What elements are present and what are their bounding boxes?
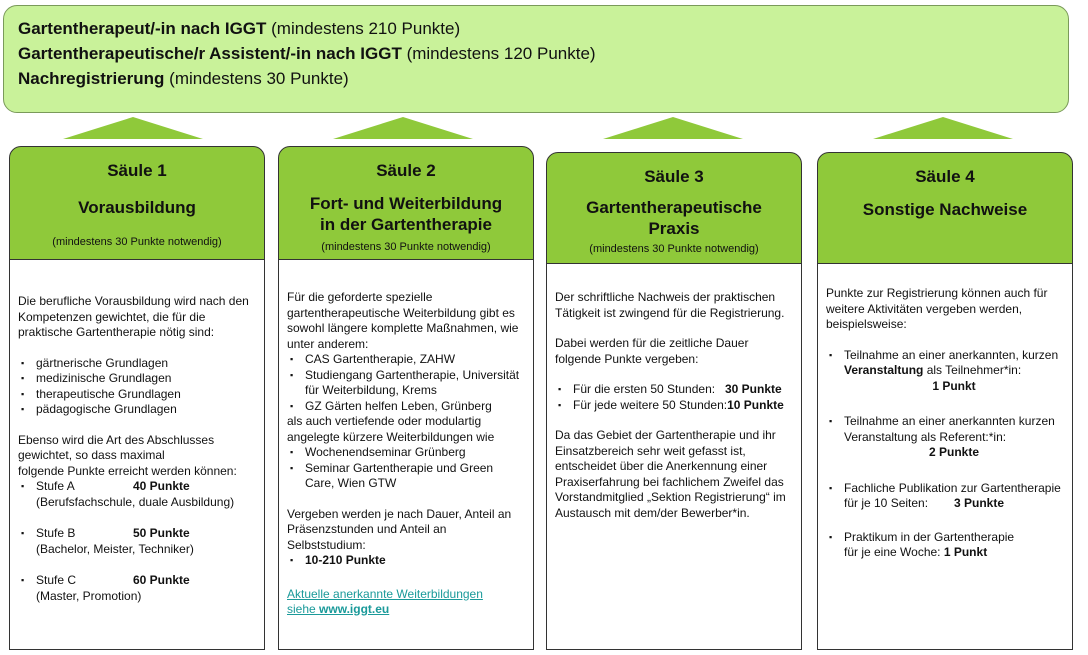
pillar-1-header [9, 146, 265, 260]
pillar-1-body: Die berufliche Vorausbildung wird nach den Kompetenzen gewichtet, die für die praktische Gartentherapie nötig sind: ▪ gärtnerische Grundlagen ▪ medizinische Grundlagen ▪ therapeutische Grundlagen ▪ pädagogische Grundlagen Ebenso wird die Art des Abschlusses gewichtet, so dass maximal folgende Punkte erreicht werden können: ▪ Stufe A 40 Punkte (Berufsfachschule, duale Ausbildung) ▪ Stufe B 50 Punkte (Bachelor, Meister, Techniker) ▪ Stufe C 60 Punkte (Master, Promotion) [9, 260, 265, 650]
arrow-up-icon [873, 117, 1013, 139]
arrow-up-icon [603, 117, 743, 139]
arrow-up-icon [63, 117, 203, 139]
registration-levels-box [3, 5, 1069, 113]
pillar-subtitle: (mindestens 30 Punkte notwendig) [321, 241, 491, 253]
pillar-number: Säule 1 [107, 161, 167, 180]
pillar-2 [278, 146, 534, 650]
weiterbildungen-link[interactable]: Aktuelle anerkannte Weiterbildungen siehe www.iggt.eu [287, 586, 483, 616]
seminars-list: ▪ Wochenendseminar Grünberg ▪ Seminar Gartentherapie und Green Care, Wien GTW [287, 445, 525, 492]
level-line-1: Gartentherapeut/-in nach IGGT (mindestens 210 Punkte) [18, 19, 461, 38]
pillar-3-body: Der schriftliche Nachweis der praktischen Tätigkeit ist zwingend für die Registrierung. Dabei werden für die zeitliche Dauer folgende Punkte vergeben: ▪ Für die ersten 50 Stunden: 30 Punkte ▪ Für jede weitere 50 Stunden:10 Punkte Da das Gebiet der Gartentherapie und ihr Einsatzbereich sehr weit gefasst ist, entscheidet über die Anerkennung einer Praxiserfahrung bei fachlichem Zweifel das Vorstandmitglied „Sektion Registrierung“ im Austausch mit dem/der Bewerber*in. [546, 264, 802, 650]
other-activities-list [826, 348, 1064, 561]
list-item: ▪ Praktikum in der Gartentherapie für je eine Woche: 1 Punkt [826, 530, 1064, 561]
pillar-number: Säule 4 [915, 167, 975, 186]
list-item: ▪ Stufe A 40 Punkte (Berufsfachschule, duale Ausbildung) [18, 479, 256, 510]
stufen-list [18, 479, 256, 604]
pillar-4 [817, 152, 1073, 650]
pillar-subtitle: (mindestens 30 Punkte notwendig) [52, 236, 222, 248]
list-item: ▪ Stufe C 60 Punkte (Master, Promotion) [18, 573, 256, 604]
competency-list: ▪ gärtnerische Grundlagen ▪ medizinische Grundlagen ▪ therapeutische Grundlagen ▪ pädagogische Grundlagen [18, 356, 256, 418]
pillar-3-header: Säule 3 Gartentherapeutische Praxis (mindestens 30 Punkte notwendig) [546, 152, 802, 264]
hours-points-list: ▪ Für die ersten 50 Stunden: 30 Punkte ▪ Für jede weitere 50 Stunden:10 Punkte [555, 382, 793, 413]
list-item: ▪ Stufe B 50 Punkte (Bachelor, Meister, Techniker) [18, 526, 256, 557]
pillar-title: Gartentherapeutische [586, 198, 762, 217]
pillar-subtitle: (mindestens 30 Punkte notwendig) [589, 243, 759, 255]
pillar-number: Säule 3 [644, 167, 704, 186]
points-range: 10-210 Punkte [305, 553, 386, 567]
list-item: ▪ Fachliche Publikation zur Gartentherapie für je 10 Seiten: 3 Punkte [826, 481, 1064, 512]
pillar-2-body: Für die geforderte spezielle gartentherapeutische Weiterbildung gibt es sowohl längere komplette Maßnahmen, wie unter anderem: ▪ CAS Gartentherapie, ZAHW ▪ Studiengang Gartentherapie, Universität für Weiterbildung, Krems ▪ GZ Gärten helfen Leben, Grünberg als auch vertiefende oder modulartig angelegte kürzere Weiterbildungen wie ▪ Wochenendseminar Grünberg ▪ Seminar Gartentherapie und Green Care, Wien GTW Vergeben werden je nach Dauer, Anteil an Präsenzstunden und Anteil an Selbststudium: ▪ 10-210 Punkte Aktuelle anerkannte Weiterbildungen siehe www.iggt.eu [278, 260, 534, 650]
programs-list: ▪ CAS Gartentherapie, ZAHW ▪ Studiengang Gartentherapie, Universität für Weiterbildung, Krems ▪ GZ Gärten helfen Leben, Grünberg [287, 352, 525, 414]
pillar-2-header: Säule 2 Fort- und Weiterbildung in der Gartentherapie (mindestens 30 Punkte notwendig) [278, 146, 534, 260]
list-item: ▪ Teilnahme an einer anerkannten kurzen Veranstaltung als Referent:*in: 2 Punkte [826, 414, 1064, 461]
iggt-website-link[interactable]: www.iggt.eu [319, 602, 390, 616]
pillar-4-body: Punkte zur Registrierung können auch für weitere Aktivitäten vergeben werden, beispielsweise: ▪ Teilnahme an einer anerkannten, kurzen Veranstaltung als Teilnehmer*in: 1 Punkt ▪ Teilnahme an einer anerkannten kurzen Veranstaltung als Referent:*in: 2 Punkte ▪ Fachliche Publikation zur Gartentherapie für je 10 Seiten: 3 Punkte ▪ Praktikum in der Gartentherapie für je eine Woche: 1 Punkt [817, 264, 1073, 650]
arrow-up-icon [333, 117, 473, 139]
list-item: ▪ Teilnahme an einer anerkannten, kurzen Veranstaltung als Teilnehmer*in: 1 Punkt [826, 348, 1064, 395]
pillar-4-header [817, 152, 1073, 264]
pillar-1 [9, 146, 265, 650]
level-line-3: Nachregistrierung (mindestens 30 Punkte) [18, 69, 349, 88]
level-line-2: Gartentherapeutische/r Assistent/-in nach IGGT (mindestens 120 Punkte) [18, 44, 596, 63]
pillar-title: Sonstige Nachweise [862, 200, 1028, 219]
pillar-number: Säule 2 [376, 161, 436, 180]
pillar-title: Fort- und Weiterbildung [309, 194, 503, 213]
pillar-3 [546, 152, 802, 650]
pillar-title: Vorausbildung [78, 198, 196, 217]
